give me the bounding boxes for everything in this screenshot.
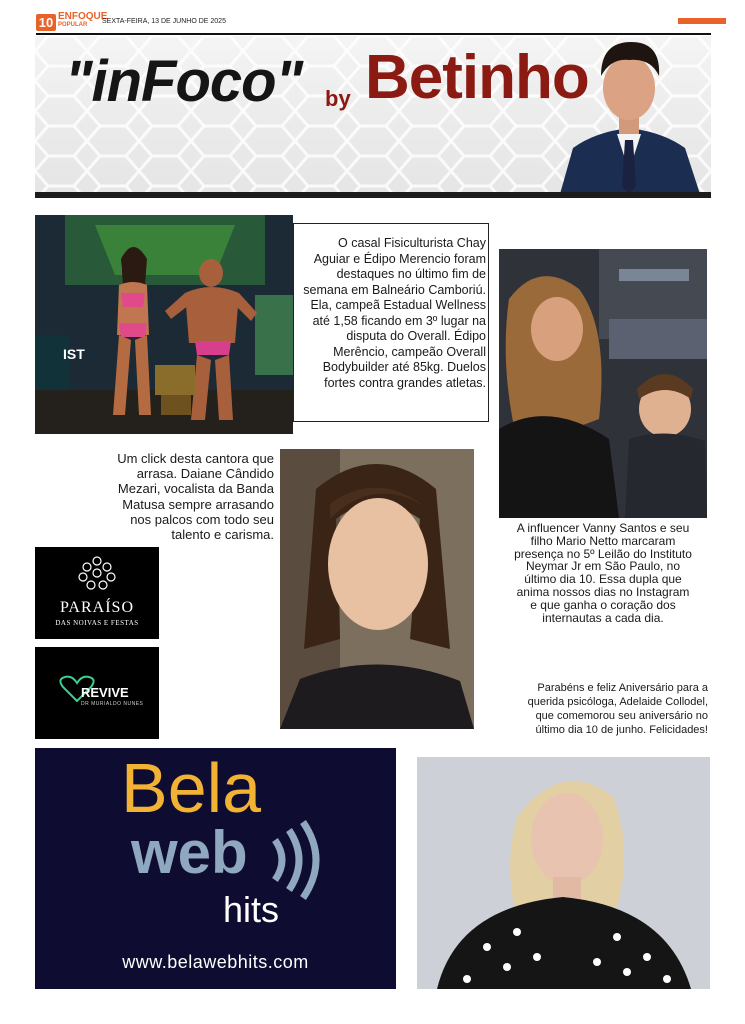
banner-title: "inFoco"	[65, 49, 303, 114]
photo-sign-text: IST	[63, 346, 85, 362]
ad-bela-line2: web	[131, 819, 248, 886]
banner-by: by	[325, 86, 351, 111]
ad-paraiso[interactable]	[35, 547, 159, 639]
banner-rule	[35, 192, 711, 198]
article-caption-3: A influencer Vanny Santos e seu filho Mario Netto marcaram presença no 5º Leilão do Instituto Neymar Jr em São Paulo, no último dia 10. Essa dupla que anima nossos dias no Instagram e que ganha o coração dos internautas a cada dia.	[514, 521, 692, 625]
broadcast-waves-icon	[267, 820, 327, 900]
publication-subname: POPULAR	[58, 22, 88, 28]
accent-bar	[678, 18, 726, 24]
ad-revive-name: REVIVE	[81, 685, 129, 700]
publication-name: ENFOQUE	[58, 11, 108, 22]
banner-author-name: Betinho	[365, 43, 589, 112]
photo-psychologist	[417, 757, 710, 989]
ad-paraiso-name: PARAÍSO	[60, 599, 134, 616]
ad-bela-line1: Bela	[121, 749, 262, 827]
page-number: 10	[36, 14, 56, 31]
photo-singer	[280, 449, 474, 729]
photo-influencer-son	[499, 249, 707, 518]
article-caption-1: O casal Fisiculturista Chay Aguiar e Édipo Merencio foram destaques no último fim de semana em Balneário Camboriú. Ela, campeã Estadual Wellness até 1,58 ficando em 3º lugar na disputa do Overall. Édipo Merêncio, campeão Overall Bodybuilder até 85kg. Duelos fortes contra grandes atletas.	[303, 236, 486, 390]
issue-date: SEXTA-FEIRA, 13 DE JUNHO DE 2025	[102, 18, 226, 25]
article-caption-4: Parabéns e feliz Aniversário para a querida psicóloga, Adelaide Collodel, que comemorou seu aniversário no último dia 10 de junho. Felicidades!	[527, 682, 708, 736]
ad-bela-url[interactable]: www.belawebhits.com	[122, 952, 309, 972]
ad-revive[interactable]	[35, 647, 159, 739]
article-caption-2: Um click desta cantora que arrasa. Daiane Cândido Mezari, vocalista da Banda Matusa sempre arrasando nos palcos com todo seu talento e carisma.	[117, 451, 274, 543]
ad-revive-tagline: DR MURIALDO NUNES	[81, 701, 144, 707]
column-banner	[35, 36, 711, 194]
ad-bela-web-hits[interactable]	[35, 748, 396, 989]
ad-bela-line3: hits	[223, 889, 280, 930]
photo-bodybuilders	[35, 215, 293, 434]
ad-paraiso-tagline: DAS NOIVAS E FESTAS	[55, 619, 139, 627]
top-rule	[36, 33, 711, 35]
